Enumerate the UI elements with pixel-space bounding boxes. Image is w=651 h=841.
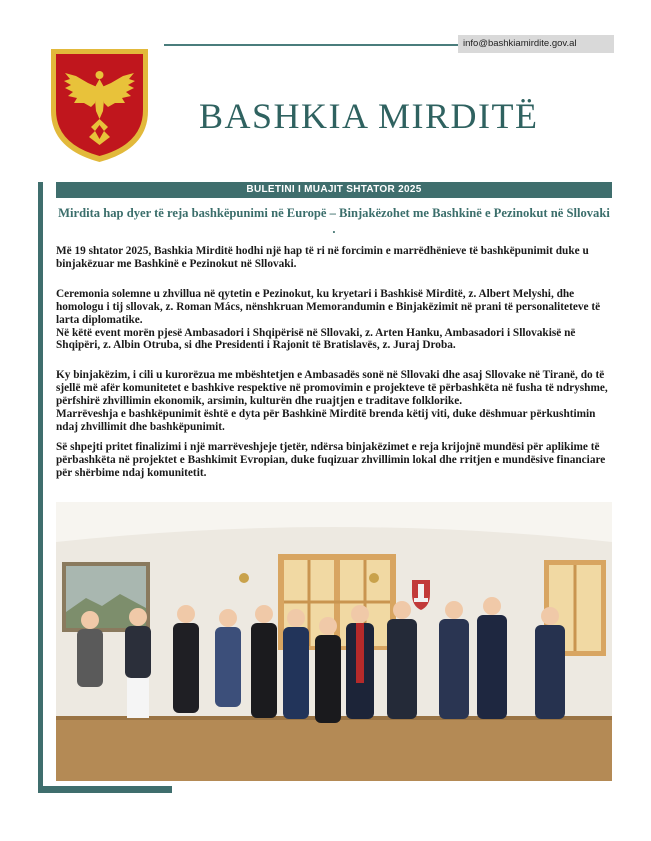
- municipality-crest: [47, 45, 152, 165]
- bulletin-band: BULETINI I MUAJIT SHTATOR 2025: [56, 182, 612, 198]
- article-paragraph: Së shpejti pritet finalizimi i një marrëveshjeje tjetër, ndërsa binjakëzimet e reja krijojnë mundësi për aplikime të përbashkëta në projektet e Bashkimit Evropian, duke fuqizuar zhvillimin lokal dhe rritjen e mundësive financiare për shërbime ndaj komunitetit.: [56, 440, 606, 479]
- left-accent-bar: [38, 182, 43, 786]
- article-paragraph: Ceremonia solemne u zhvillua në qytetin e Pezinokut, ku kryetari i Bashkisë Mirditë, z. Albert Melyshi, dhe homologu i tij sllovak, z. Roman Mács, nënshkruan Memorandumin e Binjakëzimit në prani të personaliteteve të larta diplomatike.: [56, 287, 601, 326]
- article-body: [56, 245, 612, 480]
- article-paragraph: Më 19 shtator 2025, Bashkia Mirditë hodhi një hap të ri në forcimin e marrëdhënieve të bashkëpunimit duke u binjakëzuar me Bashkinë e Pezinokut në Sllovaki.: [56, 245, 589, 270]
- article-paragraph: Marrëveshja e bashkëpunimit është e dyta për Bashkinë Mirditë brenda këtij viti, duke dëshmuar përkushtimin ndaj zhvillimit dhe bashkëpunimit.: [56, 408, 596, 433]
- article-paragraph: Ky binjakëzim, i cili u kurorëzua me mbështetjen e Ambasadës sonë në Sllovaki dhe asaj Sllovake në Tiranë, do të sjellë më afër komunitetet e bashkive respektive në promovimin e projekteve të përbashkëta në fusha të ndryshme, përfshirë zhvillimin ekonomik, arsimin, kulturën dhe ruajtjen e traditave folklorike.: [56, 369, 608, 408]
- bottom-accent-bar: [38, 786, 172, 793]
- page-title: BASHKIA MIRDITË: [199, 96, 539, 136]
- header-rule: [164, 44, 464, 46]
- contact-email[interactable]: info@bashkiamirdite.gov.al: [458, 35, 614, 53]
- ceremony-photo: [56, 502, 612, 781]
- article-paragraph: Në këtë event morën pjesë Ambasadori i Shqipërisë në Sllovaki, z. Arten Hanku, Ambasadori i Sllovakisë në Shqipëri, z. Albin Otruba, si dhe Presidenti i Rajonit të Bratislavës, z. Juraj Droba.: [56, 326, 576, 352]
- article-headline: Mirdita hap dyer të reja bashkëpunimi në Europë – Binjakëzohet me Bashkinë e Pezinokut në Sllovaki .: [58, 206, 610, 236]
